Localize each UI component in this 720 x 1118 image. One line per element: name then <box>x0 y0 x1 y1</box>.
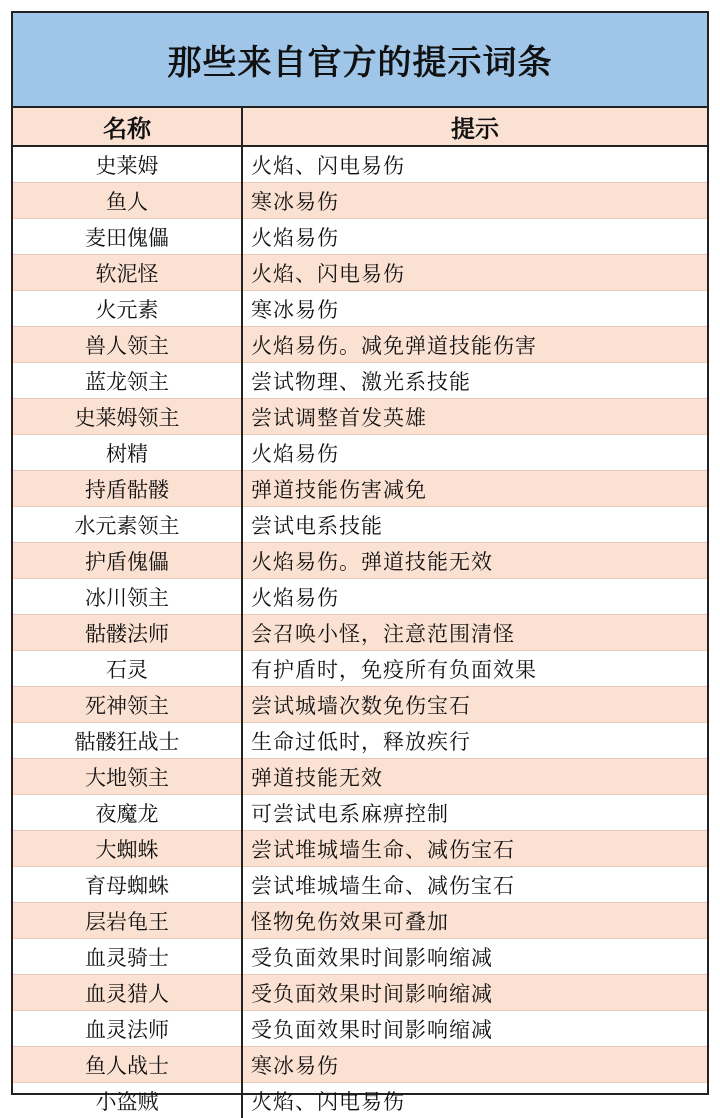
table-row <box>13 146 707 183</box>
cell-hint: 寒冰易伤 <box>242 291 707 327</box>
cell-hint: 受负面效果时间影响缩减 <box>242 1011 707 1047</box>
cell-hint: 尝试电系技能 <box>242 507 707 543</box>
table-row <box>13 507 707 543</box>
table-row <box>13 687 707 723</box>
cell-name: 麦田傀儡 <box>13 219 242 255</box>
cell-name: 火元素 <box>13 291 242 327</box>
cell-hint: 受负面效果时间影响缩减 <box>242 939 707 975</box>
cell-name: 血灵法师 <box>13 1011 242 1047</box>
table-row <box>13 903 707 939</box>
cell-name: 树精 <box>13 435 242 471</box>
table-row <box>13 399 707 435</box>
cell-name: 兽人领主 <box>13 327 242 363</box>
cell-hint: 火焰、闪电易伤 <box>242 146 707 183</box>
cell-name: 持盾骷髅 <box>13 471 242 507</box>
cell-hint: 尝试城墙次数免伤宝石 <box>242 687 707 723</box>
table-row <box>13 435 707 471</box>
cell-hint: 会召唤小怪，注意范围清怪 <box>242 615 707 651</box>
table-row <box>13 255 707 291</box>
table-row <box>13 939 707 975</box>
cell-hint: 火焰、闪电易伤 <box>242 255 707 291</box>
cell-name: 血灵猎人 <box>13 975 242 1011</box>
title-banner <box>13 13 707 108</box>
table-row <box>13 795 707 831</box>
table-row <box>13 651 707 687</box>
cell-name: 鱼人战士 <box>13 1047 242 1083</box>
cell-name: 史莱姆 <box>13 146 242 183</box>
cell-hint: 怪物免伤效果可叠加 <box>242 903 707 939</box>
cell-hint: 寒冰易伤 <box>242 1047 707 1083</box>
table-row <box>13 471 707 507</box>
cell-hint: 弹道技能伤害减免 <box>242 471 707 507</box>
table-row <box>13 291 707 327</box>
cell-name: 死神领主 <box>13 687 242 723</box>
cell-name: 大地领主 <box>13 759 242 795</box>
cell-hint: 可尝试电系麻痹控制 <box>242 795 707 831</box>
hint-table <box>13 108 707 1118</box>
cell-hint: 弹道技能无效 <box>242 759 707 795</box>
cell-hint: 火焰、闪电易伤 <box>242 1083 707 1118</box>
hint-table-sheet <box>11 11 709 1095</box>
table-row <box>13 327 707 363</box>
cell-name: 史莱姆领主 <box>13 399 242 435</box>
cell-hint: 寒冰易伤 <box>242 183 707 219</box>
cell-name: 软泥怪 <box>13 255 242 291</box>
cell-hint: 火焰易伤 <box>242 579 707 615</box>
cell-name: 冰川领主 <box>13 579 242 615</box>
cell-name: 小盗贼 <box>13 1083 242 1118</box>
cell-hint: 火焰易伤。减免弹道技能伤害 <box>242 327 707 363</box>
table-row <box>13 867 707 903</box>
cell-name: 护盾傀儡 <box>13 543 242 579</box>
table-row <box>13 1011 707 1047</box>
cell-name: 血灵骑士 <box>13 939 242 975</box>
cell-hint: 有护盾时，免疫所有负面效果 <box>242 651 707 687</box>
cell-hint: 尝试物理、激光系技能 <box>242 363 707 399</box>
cell-name: 骷髅狂战士 <box>13 723 242 759</box>
cell-name: 大蜘蛛 <box>13 831 242 867</box>
cell-hint: 受负面效果时间影响缩减 <box>242 975 707 1011</box>
cell-name: 石灵 <box>13 651 242 687</box>
cell-hint: 火焰易伤 <box>242 435 707 471</box>
cell-name: 育母蜘蛛 <box>13 867 242 903</box>
table-row <box>13 219 707 255</box>
column-header-hint: 提示 <box>242 108 707 146</box>
cell-name: 骷髅法师 <box>13 615 242 651</box>
table-row <box>13 543 707 579</box>
column-header-name: 名称 <box>13 108 242 146</box>
table-row <box>13 831 707 867</box>
cell-name: 鱼人 <box>13 183 242 219</box>
table-row <box>13 363 707 399</box>
page-title: 那些来自官方的提示词条 <box>168 35 553 84</box>
cell-hint: 尝试调整首发英雄 <box>242 399 707 435</box>
cell-name: 水元素领主 <box>13 507 242 543</box>
cell-name: 蓝龙领主 <box>13 363 242 399</box>
table-row <box>13 579 707 615</box>
cell-name: 夜魔龙 <box>13 795 242 831</box>
table-row <box>13 723 707 759</box>
cell-hint: 火焰易伤 <box>242 219 707 255</box>
cell-hint: 生命过低时，释放疾行 <box>242 723 707 759</box>
table-row <box>13 615 707 651</box>
cell-name: 层岩龟王 <box>13 903 242 939</box>
table-row <box>13 183 707 219</box>
table-row <box>13 975 707 1011</box>
table-body <box>13 146 707 1118</box>
table-row <box>13 1047 707 1083</box>
cell-hint: 火焰易伤。弹道技能无效 <box>242 543 707 579</box>
table-row <box>13 759 707 795</box>
cell-hint: 尝试堆城墙生命、减伤宝石 <box>242 867 707 903</box>
table-row <box>13 1083 707 1118</box>
table-header-row <box>13 108 707 146</box>
cell-hint: 尝试堆城墙生命、减伤宝石 <box>242 831 707 867</box>
